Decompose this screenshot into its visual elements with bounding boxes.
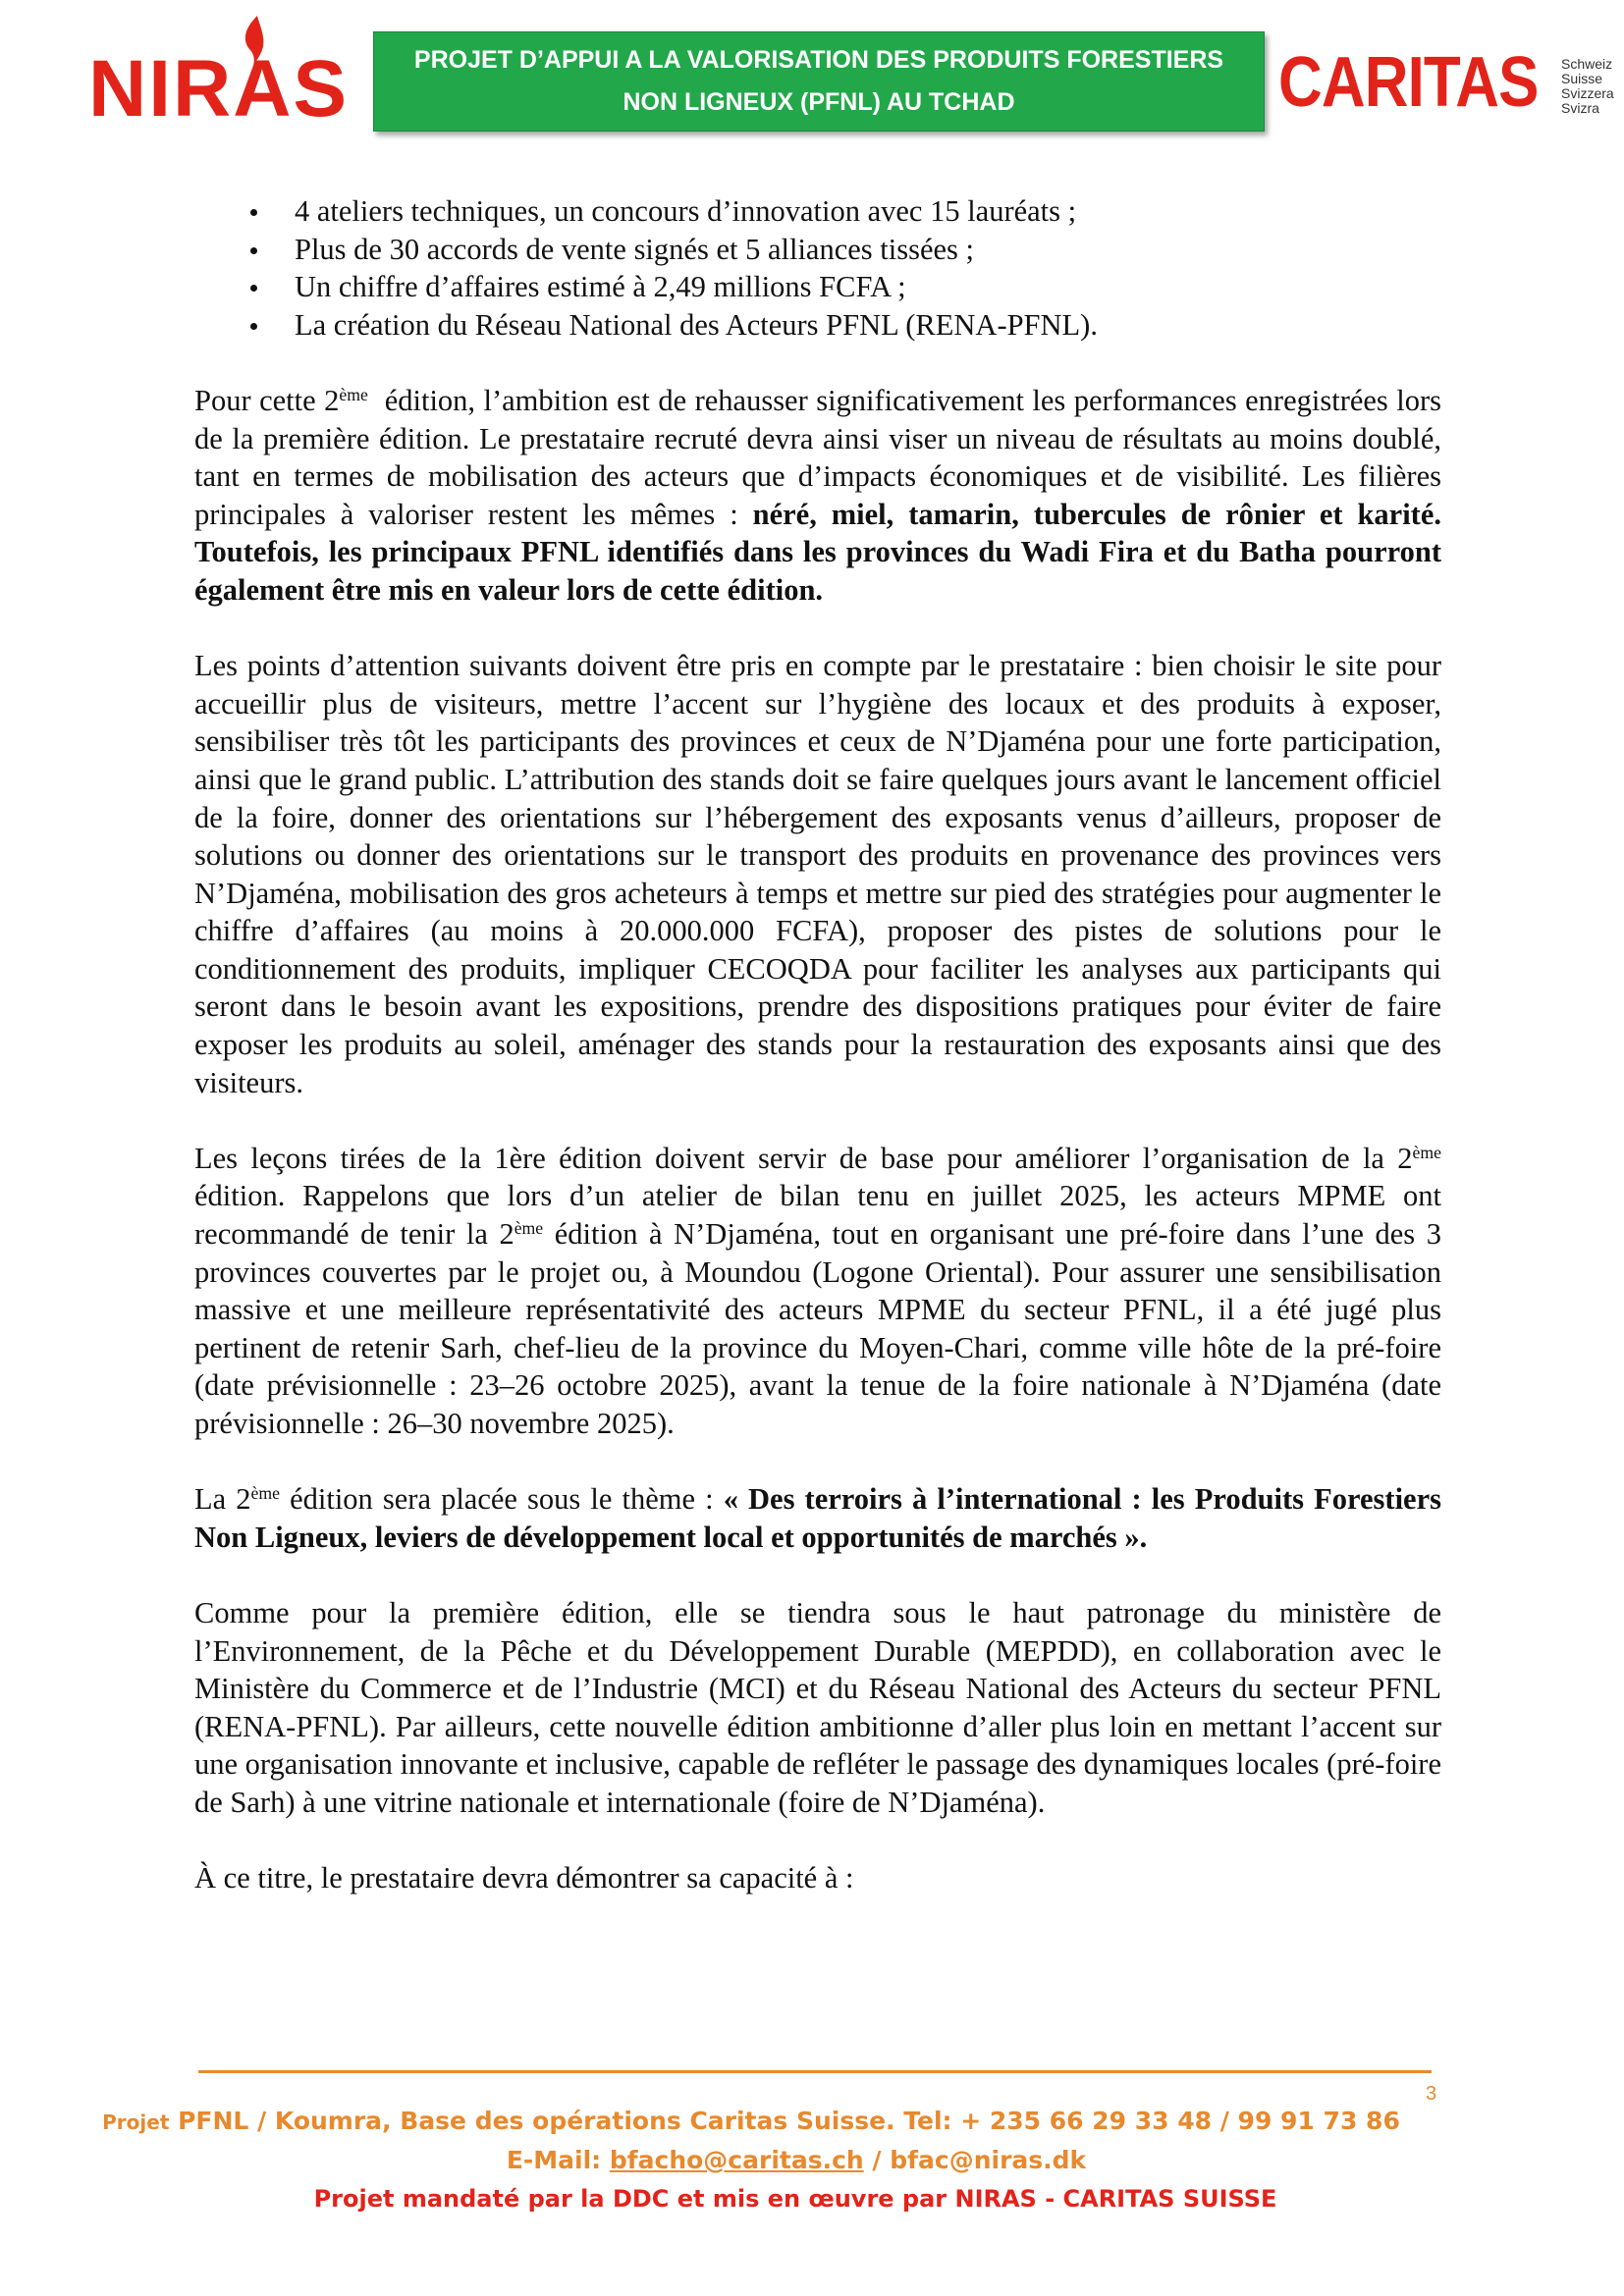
footer-divider: [198, 2070, 1432, 2073]
results-list: [194, 192, 1441, 344]
caritas-logo-text: CARITAS: [1278, 43, 1539, 122]
caritas-logo: [1278, 43, 1614, 126]
bullet-icon: [250, 247, 257, 254]
paragraph-capacity: À ce titre, le prestataire devra démontrer sa capacité à :: [194, 1861, 854, 1896]
page-number: 3: [1426, 2083, 1437, 2105]
list-item: 4 ateliers techniques, un concours d’innovation avec 15 lauréats ;: [194, 192, 1441, 231]
bullet-icon: [250, 323, 257, 330]
caritas-logo-languages: Schweiz Suisse Svizzera Svizra: [1561, 56, 1614, 116]
niras-logo: [88, 14, 350, 133]
bullet-icon: [250, 285, 257, 292]
document-body: [194, 192, 1449, 1897]
paragraph-lessons: Les leçons tirées de la 1ère édition doivent servir de base pour améliorer l’organisation de la 2ème édition. Rappelons que lors d’un atelier de bilan tenu en juillet 2025, les acteurs MPME ont recommandé de tenir la 2ème édition à N’Djaména, tout en organisant une pré-foire dans l’une des 3 provinces couvertes par le projet ou, à Moundou (Logone Oriental). Pour assurer une sensibilisation massive et une meilleure représentativité des acteurs MPME du secteur PFNL, il a été jugé plus pertinent de retenir Sarh, chef-lieu de la province du Moyen-Chari, comme ville hôte de la pré-foire (date prévisionnelle : 23–26 octobre 2025), avant la tenue de la foire nationale à N’Djaména (date prévisionnelle : 26–30 novembre 2025).: [194, 1141, 1441, 1440]
paragraph-attention-points: Les points d’attention suivants doivent être pris en compte par le prestataire : bien choisir le site pour accueillir plus de visiteurs, mettre l’accent sur l’hygiène des locaux et des produits à exposer, sensibiliser très tôt les participants des provinces et ceux de N’Djaména pour une forte participation, ainsi que le grand public. L’attribution des stands doit se faire quelques jours avant le lancement officiel de la foire, donner des orientations sur l’hébergement des exposants venus d’ailleurs, proposer de solutions ou donner des orientations sur le transport des produits en provenance des provinces vers N’Djaména, mobilisation des gros acheteurs à temps et mettre sur pied des stratégies pour augmenter le chiffre d’affaires (au moins à 20.000.000 FCFA), proposer des pistes de solutions pour le conditionnement des produits, impliquer CECOQDA pour faciliter les analyses aux participants qui seront dans le besoin avant les expositions, prendre des dispositions pratiques pour éviter de faire exposer les produits au soleil, aménager des stands pour la restauration des exposants ainsi que des visiteurs.: [194, 649, 1441, 1099]
project-title-line2: NON LIGNEUX (PFNL) AU TCHAD: [623, 88, 1015, 116]
footer-mandate: Projet mandaté par la DDC et mis en œuvre par NIRAS - CARITAS SUISSE: [313, 2185, 1277, 2213]
footer-email: E-Mail: bfacho@caritas.ch / bfac@niras.dk: [506, 2146, 1087, 2174]
footer-address: Projet PFNL / Koumra, Base des opérations Caritas Suisse. Tel: + 235 66 29 33 48 / 99 91 73 86: [102, 2107, 1400, 2135]
project-title-banner: [373, 31, 1265, 132]
email-link-niras[interactable]: bfac@niras.dk: [890, 2146, 1087, 2174]
paragraph-patronage: Comme pour la première édition, elle se tiendra sous le haut patronage du ministère de l’Environnement, de la Pêche et du Développement Durable (MEPDD), en collaboration avec le Ministère du Commerce et de l’Industrie (MCI) et du Réseau National des Acteurs du secteur PFNL (RENA-PFNL). Par ailleurs, cette nouvelle édition ambitionne d’aller plus loin en mettant l’accent sur une organisation innovante et inclusive, capable de refléter le passage des dynamiques locales (pré-foire de Sarh) à une vitrine nationale et internationale (foire de N’Djaména).: [194, 1595, 1441, 1819]
bullet-icon: [250, 209, 257, 216]
paragraph-ambition: Pour cette 2ème édition, l’ambition est de rehausser significativement les performances enregistrées lors de la première édition. Le prestataire recruté devra ainsi viser un niveau de résultats au moins doublé, tant en termes de mobilisation des acteurs que d’impacts économiques et de visibilité. Les filières principales à valoriser restent les mêmes : néré, miel, tamarin, tubercules de rônier et karité. Toutefois, les principaux PFNL identifiés dans les provinces du Wadi Fira et du Batha pourront également être mis en valeur lors de cette édition.: [194, 383, 1449, 607]
niras-logo-text: NIRAS: [88, 44, 350, 133]
project-title-line1: PROJET D’APPUI A LA VALORISATION DES PRODUITS FORESTIERS: [413, 46, 1224, 74]
list-item: Un chiffre d’affaires estimé à 2,49 millions FCFA ;: [194, 268, 1441, 306]
list-item: La création du Réseau National des Acteurs PFNL (RENA-PFNL).: [194, 306, 1441, 345]
email-link-caritas[interactable]: bfacho@caritas.ch: [609, 2146, 864, 2174]
list-item: Plus de 30 accords de vente signés et 5 alliances tissées ;: [194, 231, 1441, 269]
paragraph-theme: La 2ème édition sera placée sous le thème : « Des terroirs à l’international : les Produits Forestiers Non Ligneux, leviers de développement local et opportunités de marchés ».: [194, 1482, 1441, 1554]
